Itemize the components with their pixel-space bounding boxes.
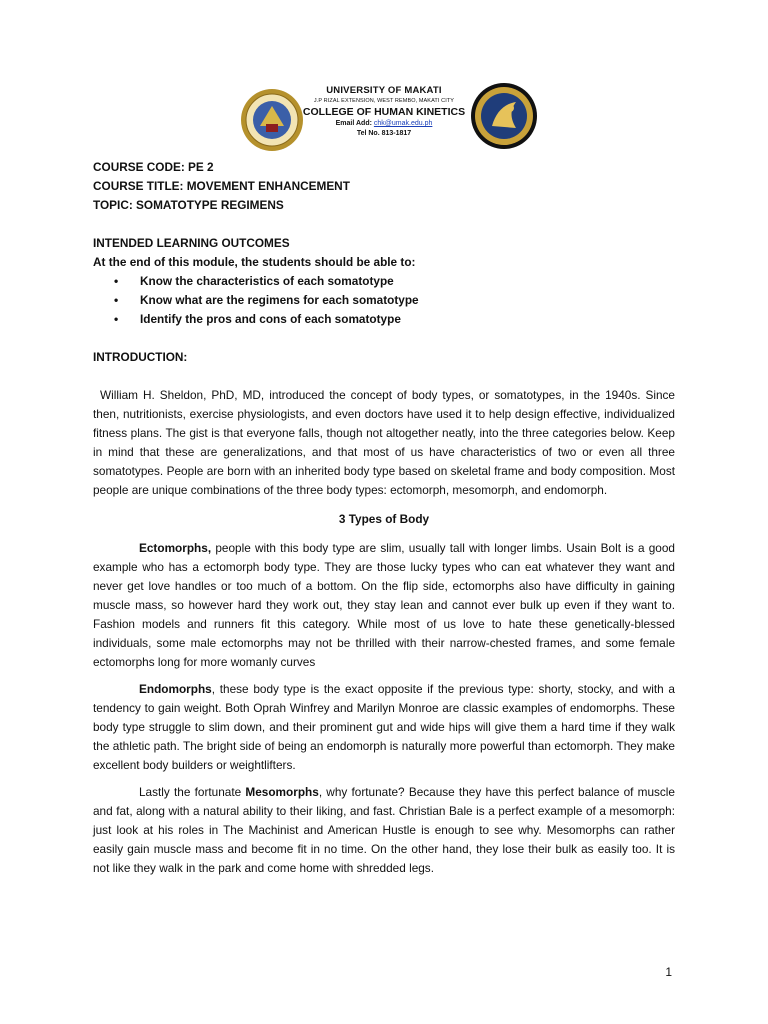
mesomorph-term: Mesomorphs — [245, 785, 319, 799]
introduction-heading: INTRODUCTION: — [93, 350, 188, 364]
email-line — [284, 119, 484, 129]
list-item: • Know what are the regimens for each somatotype — [114, 291, 675, 310]
university-address: J.P RIZAL EXTENSION, WEST REMBO, MAKATI CITY — [313, 98, 455, 104]
mesomorph-text: , why fortunate? Because they have this perfect balance of muscle and fat, along with a natural ability to their liking, and fast. Christian Bale is a perfect example of a mesomorph: just look at his roles in The Machinist and American Hustle is enough to see why. Mesomorphs can rather easily gain muscle mass and become fit in no time. On the other hand, they lose their bulk as easily too. It is not like they walk in the park and come home with shredded legs. — [93, 785, 675, 875]
page-number: 1 — [665, 965, 672, 979]
university-name: UNIVERSITY OF MAKATI — [326, 85, 442, 96]
college-seal-icon — [470, 82, 538, 150]
letterhead — [0, 82, 768, 152]
email-link[interactable]: chk@umak.edu.ph — [373, 120, 433, 127]
document-body — [93, 158, 675, 878]
telephone: Tel No. 813-1817 — [356, 130, 412, 137]
mesomorph-paragraph — [93, 783, 675, 878]
endomorph-text: , these body type is the exact opposite if the previous type: shorty, stocky, and with a tendency to gain weight. Both Oprah Winfrey and Marilyn Monroe are classic examples of endomorphs. These body type struggle to slim down, and their prominent gut and wide hips will give them a hard time if they walk the athletic path. The bright side of being an endomorph is naturally more powerful than ectomorph. They make excellent body builders or weightlifters. — [93, 682, 675, 772]
outcomes-list — [93, 272, 675, 329]
introduction-paragraph: William H. Sheldon, PhD, MD, introduced the concept of body types, or somatotypes, in the 1940s. Since then, nutritionists, exercise physiologists, and even doctors have used it to help design effective, individualized fitness plans. The gist is that everyone falls, though not altogether neatly, into the three categories below. Keep in mind that these are generalizations, and that most of us have characteristics of two or even all three somatotypes. People are born with an inherited body type based on skeletal frame and body composition. Most people are unique combinations of the three body types: ectomorph, mesomorph, and endomorph. — [93, 388, 675, 497]
outcomes-heading: INTENDED LEARNING OUTCOMES — [93, 236, 290, 250]
list-item: • Know the characteristics of each somatotype — [114, 272, 675, 291]
outcomes-lead: At the end of this module, the students should be able to: — [93, 255, 416, 269]
mesomorph-prefix: Lastly the fortunate — [139, 785, 246, 799]
email-label: Email Add: — [335, 120, 372, 127]
ectomorph-paragraph — [93, 539, 675, 672]
endomorph-term: Endomorphs — [139, 682, 212, 696]
endomorph-paragraph — [93, 680, 675, 775]
course-title: COURSE TITLE: MOVEMENT ENHANCEMENT — [93, 179, 350, 193]
list-item: • Identify the pros and cons of each somatotype — [114, 310, 675, 329]
ectomorph-term: Ectomorphs, — [139, 541, 212, 555]
ectomorph-text: people with this body type are slim, usually tall with longer limbs. Usain Bolt is a good example who has a ectomorph body type. They are those lucky types who can eat whatever they want and never get love handles or too much of a bottom. On the flip side, ectomorphs also have difficulty in gaining muscle mass, so however hard they work out, they stay lean and cannot ever bulk up even if they want to. Fashion models and runners fit this category. While most of us love to hate these genetically-blessed individuals, some male ectomorphs may not be thrilled with their narrow-chested frames, and some female ectomorphs long for more womanly curves — [93, 541, 675, 669]
course-code: COURSE CODE: PE 2 — [93, 160, 214, 174]
college-name: COLLEGE OF HUMAN KINETICS — [302, 106, 466, 118]
course-topic: TOPIC: SOMATOTYPE REGIMENS — [93, 198, 284, 212]
letterhead-text — [284, 82, 484, 139]
body-types-heading: 3 Types of Body — [338, 512, 430, 526]
